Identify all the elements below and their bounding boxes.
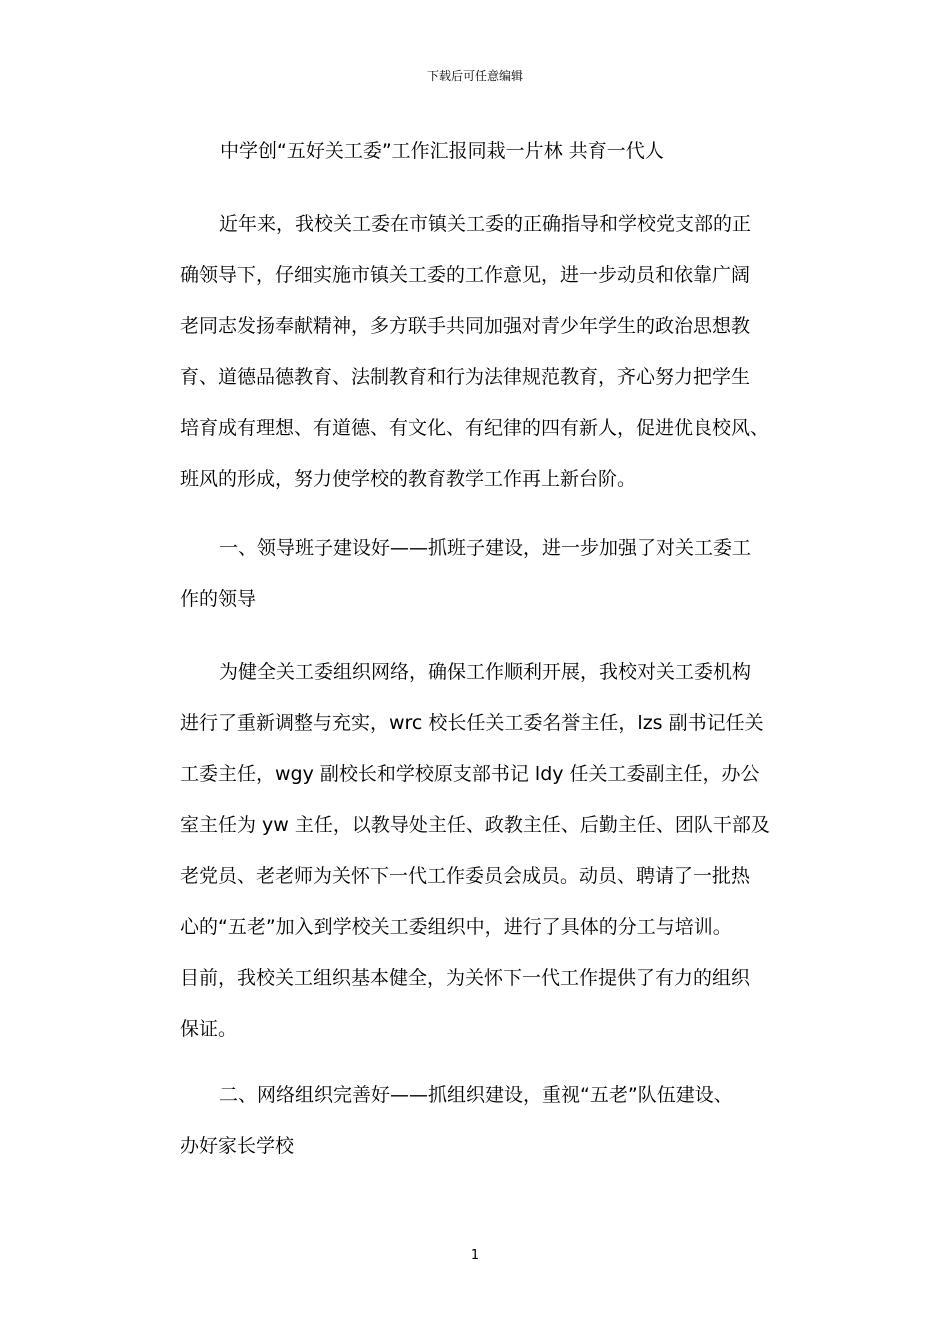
paragraph-line: 班风的形成，努力使学校的教育教学工作再上新台阶。 — [180, 468, 637, 490]
section-heading-1 — [180, 523, 780, 625]
page-header: 下载后可任意编辑 — [426, 69, 523, 83]
paragraph-line: 工委主任，wgy 副校长和学校原支部书记 ldy 任关工委副主任，办公 — [180, 763, 760, 785]
heading-line: 办好家长学校 — [180, 1135, 295, 1157]
paragraph-section-1 — [180, 647, 780, 1055]
paragraph-line: 室主任为 yw 主任，以教导处主任、政教主任、后勤主任、团队干部及 — [180, 814, 770, 836]
paragraph-line: 保证。 — [180, 1018, 238, 1040]
heading-line: 二、网络组织完善好——抓组织建设，重视“五老”队伍建设、 — [219, 1084, 733, 1106]
paragraph-line: 培育成有理想、有道德、有文化、有纪律的四有新人，促进优良校风、 — [180, 417, 770, 439]
paragraph-line: 进行了重新调整与充实，wrc 校长任关工委名誉主任，lzs 副书记任关 — [180, 712, 764, 734]
paragraph-line: 老同志发扬奉献精神，多方联手共同加强对青少年学生的政治思想教 — [180, 315, 751, 337]
page-number: 1 — [470, 1248, 480, 1263]
heading-line: 一、领导班子建设好——抓班子建设，进一步加强了对关工委工 — [219, 537, 752, 559]
document-title: 中学创“五好关工委”工作汇报同栽一片林 共育一代人 — [220, 140, 664, 162]
paragraph-line: 目前，我校关工组织基本健全，为关怀下一代工作提供了有力的组织 — [180, 967, 751, 989]
section-heading-2 — [180, 1070, 780, 1172]
paragraph-line: 确领导下，仔细实施市镇关工委的工作意见，进一步动员和依靠广阔 — [180, 264, 751, 286]
paragraph-line: 为健全关工委组织网络，确保工作顺利开展，我校对关工委机构 — [219, 661, 752, 683]
paragraph-line: 老党员、老老师为关怀下一代工作委员会成员。动员、聘请了一批热 — [180, 865, 751, 887]
paragraph-line: 心的“五老”加入到学校关工委组织中，进行了具体的分工与培训。 — [180, 916, 732, 938]
heading-line: 作的领导 — [180, 588, 257, 610]
paragraph-line: 近年来，我校关工委在市镇关工委的正确指导和学校党支部的正 — [219, 213, 752, 235]
paragraph-line: 育、道德品德教育、法制教育和行为法律规范教育，齐心努力把学生 — [180, 366, 751, 388]
paragraph-intro — [180, 199, 780, 505]
